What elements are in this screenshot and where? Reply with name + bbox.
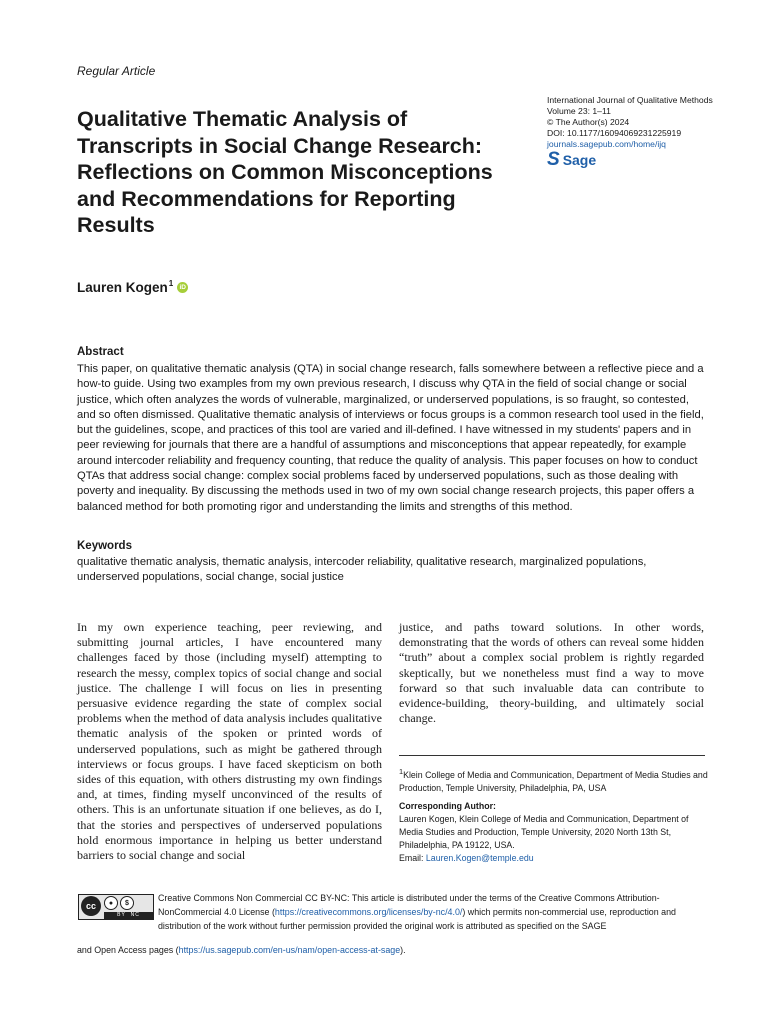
email-link[interactable]: Lauren.Kogen@temple.edu: [425, 853, 534, 863]
person-icon: ●: [104, 896, 118, 910]
license-text: [158, 891, 713, 933]
corresponding-label: Corresponding Author:: [399, 801, 496, 811]
publisher-logo: [547, 150, 596, 169]
journal-volume: Volume 23: 1–11: [547, 106, 611, 116]
corresponding-author: [399, 800, 709, 865]
footnote-mark: 1: [399, 767, 404, 776]
cc-by-nc-badge: [78, 894, 154, 920]
license-line1-end: ) which permits non-commercial use, reproduction and distribution of the work without further permission provided the original work is attributed as specified on the SAGE: [158, 907, 676, 931]
author-name: Lauren Kogen: [77, 280, 168, 295]
license-line2: and Open Access pages (: [77, 945, 179, 955]
badge-nc: NC: [130, 912, 140, 918]
author-line: [77, 280, 188, 295]
journal-info: [547, 95, 713, 150]
badge-by: BY: [117, 912, 126, 918]
journal-url-link[interactable]: journals.sagepub.com/home/ijq: [547, 139, 666, 149]
cc-icon: cc: [81, 896, 101, 916]
body-right-column: justice, and paths toward solutions. In other words, demonstrating that the words of others can reveal some hidden “truth” about a complex social problem is rightly regarded skeptically, but we nonetheless must find a way to move forward so that such invaluable data can contribute to evidence-building, theory-building, and ultimately social change.: [399, 620, 704, 726]
journal-doi: DOI: 10.1177/16094069231225919: [547, 128, 682, 138]
email-line: [399, 852, 709, 865]
corresponding-text: Lauren Kogen, Klein College of Media and Communication, Department of Media Studies and Production, Temple University, 2020 North 13th St, Philadelphia, PA 19122, USA.: [399, 814, 689, 850]
sage-logo-icon: S: [547, 149, 560, 170]
abstract-text: This paper, on qualitative thematic analysis (QTA) in social change research, falls somewhere between a reflective piece and a how-to guide. Using two examples from my own previous research, I discuss why QTA in the field of social change or social justice, which often analyzes the words of vulnerable, marginalized, or underserved populations, is so fraught, so contested, and so often dismissed. Qualitative thematic analysis of interviews or focus groups is a common research tool used in the field, but the guidelines, scope, and practices of this tool are varied and ill-defined. I have witnessed in my students' papers and in peer reviewing for journals that there are a handful of assumptions and misconceptions that appear repeatedly, for example around intercoder reliability and frequency counting, that reduce the quality of analysis. This paper focuses on how to conduct QTAs that address social change: complex social problems faced by underserved populations, such as those dealing with poverty and inequality. By discussing the methods used in two of my own social change research projects, this paper offers a balanced method for both promoting rigor and understanding the limits and strengths of this method.: [77, 363, 704, 513]
keywords-text: qualitative thematic analysis, thematic analysis, intercoder reliability, qualitative research, marginalized populations, underserved populations, social change, social justice: [77, 556, 647, 584]
paper-title: Qualitative Thematic Analysis of Transcripts in Social Change Research: Reflections on Common Misconceptions and Recommendations for Reporting Results: [77, 107, 493, 237]
affiliation-text: Klein College of Media and Communication, Department of Media Studies and Production, Temple University, Philadelphia, PA, USA: [399, 769, 708, 793]
orcid-icon[interactable]: iD: [177, 282, 188, 293]
no-dollar-icon: $: [120, 896, 134, 910]
article-type: Regular Article: [77, 64, 156, 78]
affiliation-footnote: [399, 765, 709, 795]
keywords-heading: Keywords: [77, 540, 132, 552]
license-text-continued: [77, 943, 717, 957]
license-line2-end: ).: [400, 945, 406, 955]
footnote-divider: [399, 755, 705, 756]
abstract-heading: Abstract: [77, 346, 124, 358]
email-label: Email:: [399, 853, 424, 863]
author-affiliation-mark: 1: [168, 279, 174, 288]
open-access-link[interactable]: https://us.sagepub.com/en-us/nam/open-access-at-sage: [178, 945, 401, 955]
publisher-name: Sage: [562, 151, 597, 168]
license-line1: Creative Commons Non Commercial CC BY-NC: This article is distributed under the terms of the Creative Commons Attribution-NonCommercial 4.0 License (: [158, 893, 660, 917]
journal-copyright: © The Author(s) 2024: [547, 117, 630, 127]
cc-badge-label: [104, 912, 153, 919]
journal-name: International Journal of Qualitative Methods: [547, 95, 713, 105]
body-left-column: In my own experience teaching, peer reviewing, and submitting journal articles, I have encountered many challenges faced by those (including myself) attempting to research the messy, complex topics of social change and social justice. The challenge I will focus on lies in presenting persuasive evidence regarding the state of complex social problems when the method of data analysis includes qualitative thematic analysis of the spoken or printed words of underserved populations, such as might be gathered through interviews or focus groups. I have faced skepticism on both sides of this equation, with others distrusting my own findings and, at times, finding myself unconvinced of the results of others. This is an unfortunate situation if one believes, as do I, that the stories and perspectives of underserved populations hold enormous importance in helping us better understand barriers to social change and social: [77, 620, 382, 863]
license-link[interactable]: https://creativecommons.org/licenses/by-nc/4.0/: [274, 907, 463, 917]
